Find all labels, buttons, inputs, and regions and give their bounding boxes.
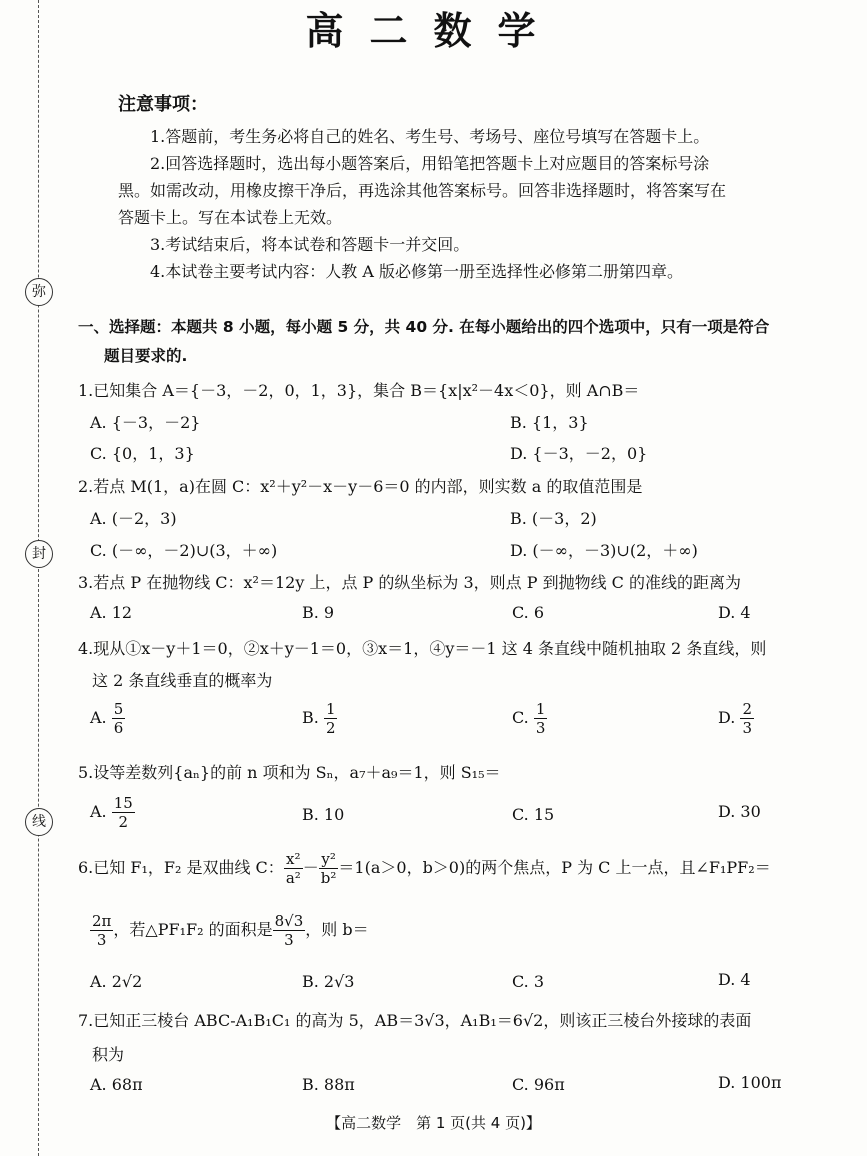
q7-stem-cont: 积为 xyxy=(92,1045,125,1064)
notice-line-2: 2.回答选择题时，选出每小题答案后，用铅笔把答题卡上对应题目的答案标号涂 xyxy=(150,154,710,173)
q4-option-d-label: D. xyxy=(718,708,736,727)
q1-option-b: B. {1，3} xyxy=(510,413,589,432)
fraction-numerator: 1 xyxy=(535,700,546,718)
q6-stem xyxy=(78,850,771,887)
fraction-numerator: x² xyxy=(284,850,303,869)
q7-option-c: C. 96π xyxy=(512,1075,565,1094)
q4-stem-cont: 这 2 条直线垂直的概率为 xyxy=(92,671,273,690)
q6-fraction-angle xyxy=(90,912,113,949)
q6-option-c: C. 3 xyxy=(512,972,545,991)
fraction-denominator: 3 xyxy=(742,719,752,737)
q5-option-a xyxy=(90,794,135,831)
q6-fraction-area xyxy=(273,912,306,949)
notice-line-3: 黑。如需改动，用橡皮擦干净后，再选涂其他答案标号。回答非选择题时，将答案写在 xyxy=(118,181,727,200)
notice-line-5: 3.考试结束后，将本试卷和答题卡一并交回。 xyxy=(150,235,470,254)
fraction-numerator: 2π xyxy=(92,912,112,930)
q7-option-a: A. 68π xyxy=(90,1075,143,1094)
q3-stem: 3.若点 P 在抛物线 C：x²＝12y 上，点 P 的纵坐标为 3，则点 P 到抛物线 C 的准线的距离为 xyxy=(78,573,742,592)
fraction-denominator: 3 xyxy=(535,719,546,737)
fraction-numerator: 1 xyxy=(325,700,336,718)
q4-stem: 4.现从①x－y＋1＝0，②x＋y－1＝0，③x＝1，④y＝－1 这 4 条直线中随机抽取 2 条直线，则 xyxy=(78,639,767,658)
q5-option-a-fraction xyxy=(112,794,135,831)
section-heading-cont: 题目要求的. xyxy=(104,347,188,365)
q3-option-c: C. 6 xyxy=(512,603,545,622)
q5-option-a-label: A. xyxy=(90,802,107,821)
q6-option-d: D. 4 xyxy=(718,970,751,989)
q4-option-a xyxy=(90,700,125,737)
q5-option-c: C. 15 xyxy=(512,805,555,824)
fraction-denominator: 6 xyxy=(113,719,124,737)
q4-option-d-fraction xyxy=(740,700,754,737)
fraction-numerator: 15 xyxy=(113,794,133,812)
q7-stem: 7.已知正三棱台 ABC-A₁B₁C₁ 的高为 5，AB＝3√3，A₁B₁＝6√2，则该正三棱台外接球的表面 xyxy=(78,1011,752,1030)
seal-mark-xian: 线 xyxy=(25,808,53,836)
q5-stem: 5.设等差数列{aₙ}的前 n 项和为 Sₙ，a₇＋a₉＝1，则 S₁₅＝ xyxy=(78,763,501,782)
seal-mark-feng: 封 xyxy=(25,540,53,568)
q4-option-b xyxy=(302,700,337,737)
fraction-denominator: 2 xyxy=(325,719,336,737)
seal-mark-mi: 弥 xyxy=(25,278,53,306)
q6-stem-part-c: ，若△PF₁F₂ 的面积是 xyxy=(113,920,273,939)
q3-option-b: B. 9 xyxy=(302,603,335,622)
q2-option-d: D. (－∞，－3)∪(2，＋∞) xyxy=(510,541,698,560)
q7-option-b: B. 88π xyxy=(302,1075,355,1094)
fraction-denominator: 3 xyxy=(96,931,107,949)
section-heading: 一、选择题：本题共 8 小题，每小题 5 分，共 40 分. 在每小题给出的四个选项中，只有一项是符合 xyxy=(78,318,770,336)
q1-option-c: C. {0，1，3} xyxy=(90,444,195,463)
page-footer: 【高二数学 第 1 页(共 4 页)】 xyxy=(326,1114,541,1132)
fraction-numerator: 5 xyxy=(113,700,124,718)
q3-option-d: D. 4 xyxy=(718,603,751,622)
q6-stem-part-d: ，则 b＝ xyxy=(305,920,369,939)
q2-option-b: B. (－3，2) xyxy=(510,509,597,528)
q1-option-a: A. {－3，－2} xyxy=(90,413,201,432)
notice-heading: 注意事项： xyxy=(118,94,208,115)
q4-option-d xyxy=(718,700,754,737)
q6-fraction-x xyxy=(284,850,303,887)
fraction-denominator: 2 xyxy=(118,813,129,831)
q5-option-d: D. 30 xyxy=(718,802,761,821)
q1-option-d: D. {－3，－2，0} xyxy=(510,444,648,463)
q4-option-c-label: C. xyxy=(512,708,529,727)
q7-option-d: D. 100π xyxy=(718,1073,782,1092)
fraction-numerator: 8√3 xyxy=(274,912,304,930)
q4-option-a-label: A. xyxy=(90,708,107,727)
binding-dashed-line xyxy=(38,0,39,1156)
q4-option-a-fraction xyxy=(112,700,126,737)
q6-option-b: B. 2√3 xyxy=(302,972,355,991)
q6-minus-sign: － xyxy=(302,858,319,877)
q3-option-a: A. 12 xyxy=(90,603,133,622)
fraction-denominator: a² xyxy=(285,869,301,887)
fraction-numerator: 2 xyxy=(742,700,752,718)
fraction-numerator: y² xyxy=(319,850,339,869)
q6-fraction-y xyxy=(319,850,339,887)
notice-line-1: 1.答题前，考生务必将自己的姓名、考生号、考场号、座位号填写在答题卡上。 xyxy=(150,127,710,146)
page-title: 高二数学 xyxy=(305,9,562,53)
fraction-denominator: 3 xyxy=(284,931,294,949)
q4-option-c xyxy=(512,700,547,737)
notice-line-4: 答题卡上。写在本试卷上无效。 xyxy=(118,208,343,227)
q6-stem-part-a: 6.已知 F₁，F₂ 是双曲线 C： xyxy=(78,858,284,877)
q4-option-b-fraction xyxy=(324,700,338,737)
q4-option-c-fraction xyxy=(534,700,548,737)
q2-option-c: C. (－∞，－2)∪(3，＋∞) xyxy=(90,541,278,560)
q6-stem-part-b: ＝1(a＞0，b＞0)的两个焦点，P 为 C 上一点，且∠F₁PF₂＝ xyxy=(338,858,771,877)
q5-option-b: B. 10 xyxy=(302,805,345,824)
q2-stem: 2.若点 M(1，a)在圆 C：x²＋y²－x－y－6＝0 的内部，则实数 a 的取值范围是 xyxy=(78,477,643,496)
q1-stem: 1.已知集合 A＝{－3，－2，0，1，3}，集合 B＝{x|x²－4x＜0}，则 A∩B＝ xyxy=(78,381,640,400)
q6-option-a: A. 2√2 xyxy=(90,972,143,991)
fraction-denominator: b² xyxy=(320,869,337,887)
notice-line-6: 4.本试卷主要考试内容：人教 A 版必修第一册至选择性必修第二册第四章。 xyxy=(150,262,683,281)
q4-option-b-label: B. xyxy=(302,708,319,727)
q2-option-a: A. (－2，3) xyxy=(90,509,177,528)
q6-stem-cont xyxy=(90,912,369,949)
